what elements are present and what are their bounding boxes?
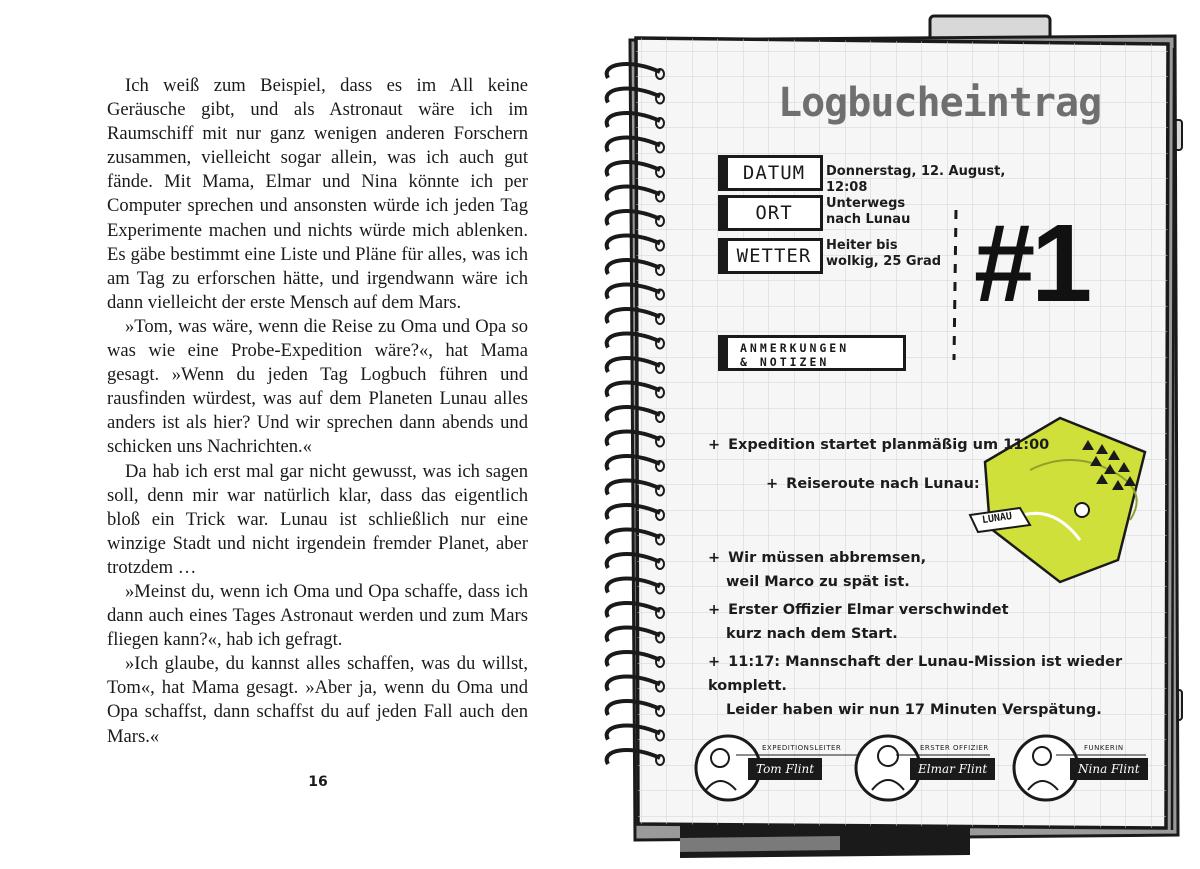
log-entry-text: weil Marco zu spät ist. <box>726 574 910 590</box>
paragraph: »Meinst du, wenn ich Oma und Opa schaffe, dass ich dann auch eines Tages Astronaut werden und zum Mars fliegen kann?«, hab ich gefragt. <box>107 580 528 651</box>
date-value: Donnerstag, 12. August, 12:08 <box>826 164 1006 195</box>
crew-role: EXPEDITIONSLEITER <box>762 744 842 752</box>
crew-role: ERSTER OFFIZIER <box>920 744 989 752</box>
plus-icon: + <box>708 550 721 566</box>
paragraph: »Tom, was wäre, wenn die Reise zu Oma und Opa so was wie eine Probe-Expedition wäre?«, hat Mama gesagt. »Wenn du jeden Tag Logbuch führen und rausfinden würdest, was auf dem Planeten Lunau alles anders ist als hier? Und wir sprechen dann abends und schicken uns Nachrichten.« <box>107 315 528 458</box>
entry-number: #1 <box>974 202 1089 325</box>
crew-role: FUNKERIN <box>1084 744 1124 752</box>
log-entry <box>708 598 1009 646</box>
logbook-title: Logbucheintrag <box>778 80 1102 126</box>
log-entry-text: Erster Offizier Elmar verschwindet <box>728 602 1009 618</box>
notes-label-line1: ANMERKUNGEN <box>740 341 850 355</box>
paragraph: Ich weiß zum Beispiel, dass es im All keine Geräusche gibt, und als Astronaut wäre ich im Raumschiff mit nur ganz wenigen anderen Forschern zusammen, vielleicht sogar allein, was ich auch gut fände. Mit Mama, Elmar und Nina könnte ich per Computer sprechen und ansonsten würde ich jeden Tag Experimente machen und nichts würde mich ablenken. Es gäbe bestimmt eine Liste und Pläne für alles, was ich am Tag zu erforschen hätte, und irgendwann wäre ich dann vielleicht der erste Mensch auf dem Mars. <box>107 75 528 313</box>
paragraph: Da hab ich erst mal gar nicht gewusst, was ich sagen soll, denn mir war natürlich klar, dass das eigentlich bloß ein Trick war. Lunau ist schließlich nur eine winzige Stadt und nicht irgendein fremder Planet, aber trotzdem … <box>107 460 528 578</box>
plus-icon: + <box>766 476 779 492</box>
plus-icon: + <box>708 654 721 670</box>
page-number: 16 <box>308 774 328 790</box>
crew-name: Nina Flint <box>1070 758 1148 780</box>
weather-tag: WETTER <box>718 238 823 274</box>
place-tag: ORT <box>718 195 823 231</box>
weather-value: Heiter bis wolkig, 25 Grad <box>826 238 942 269</box>
log-entry <box>708 546 926 594</box>
story-text <box>107 74 528 749</box>
log-entry-text: Leider haben wir nun 17 Minuten Verspätung. <box>726 702 1102 718</box>
crew-name: Tom Flint <box>748 758 822 780</box>
log-entry-text: 11:17: Mannschaft der Lunau-Mission ist wieder komplett. <box>708 654 1123 694</box>
logbook-notebook <box>590 0 1200 869</box>
log-entry-text: Expedition startet planmäßig um 11:00 <box>728 437 1050 453</box>
plus-icon: + <box>708 602 721 618</box>
date-tag: DATUM <box>718 155 823 191</box>
notes-label-line2: & NOTIZEN <box>740 355 830 369</box>
plus-icon: + <box>708 437 721 453</box>
log-entry <box>708 650 1200 722</box>
log-entry <box>708 433 1049 457</box>
place-value: Unterwegs nach Lunau <box>826 196 911 227</box>
notes-tag <box>718 335 906 371</box>
log-entry-text: Reiseroute nach Lunau: <box>786 476 980 492</box>
log-entry <box>766 472 980 496</box>
map-label: LUNAU <box>981 510 1013 527</box>
log-entry-text: kurz nach dem Start. <box>726 626 898 642</box>
crew-name: Elmar Flint <box>910 758 995 780</box>
paragraph: »Ich glaube, du kannst alles schaffen, was du willst, Tom«, hat Mama gesagt. »Aber ja, wenn du Oma und Opa schaffst, dann schaffst du auf jeden Fall auch den Mars.« <box>107 653 528 747</box>
log-entry-text: Wir müssen abbremsen, <box>728 550 927 566</box>
